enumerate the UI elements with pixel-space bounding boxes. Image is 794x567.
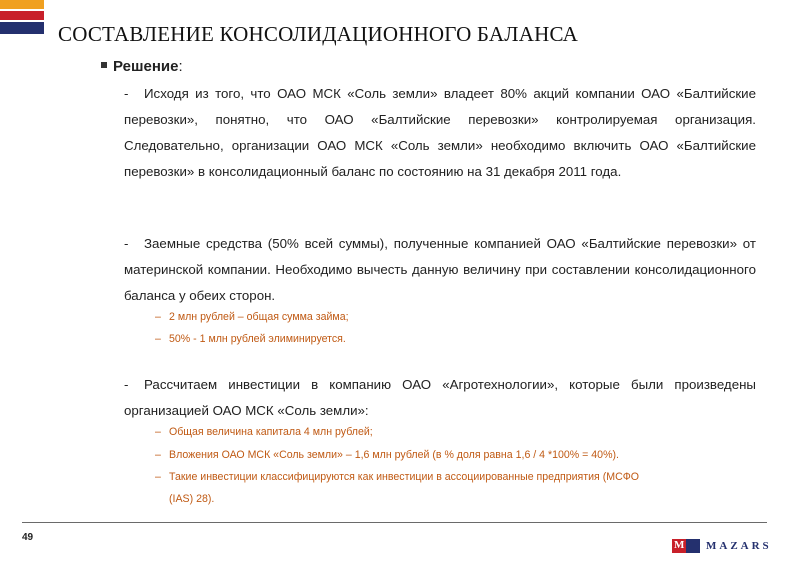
section-label: Решение bbox=[113, 58, 179, 75]
section-colon: : bbox=[178, 58, 183, 75]
mazars-wordmark: MAZARS bbox=[706, 540, 772, 552]
dash-bullet: - bbox=[124, 236, 129, 251]
paragraph-loans bbox=[124, 231, 756, 309]
square-bullet-icon bbox=[101, 62, 107, 68]
stripe-navy bbox=[0, 22, 44, 34]
paragraph-investments bbox=[124, 372, 756, 424]
subitem-classification-cont: (IAS) 28). bbox=[169, 493, 215, 505]
subitem-share: – Вложения ОАО МСК «Соль земли» – 1,6 млн рублей (в % доля равна 1,6 / 4 *100% = 40%). bbox=[155, 449, 619, 461]
stripe-red bbox=[0, 11, 44, 20]
dash-bullet: - bbox=[124, 86, 129, 101]
paragraph-ownership bbox=[124, 81, 756, 185]
paragraph-text: Заемные средства (50% всей суммы), полученные компанией ОАО «Балтийские перевозки» от материнской компании. Необходимо вычесть данную величину при составлении консолидационного баланса у обеих сторон. bbox=[124, 236, 756, 303]
slide-title: СОСТАВЛЕНИЕ КОНСОЛИДАЦИОННОГО БАЛАНСА bbox=[58, 22, 578, 46]
subitem-loan-eliminated: – 50% - 1 млн рублей элиминируется. bbox=[155, 333, 346, 345]
mazars-mark-icon: M bbox=[674, 539, 685, 551]
section-heading bbox=[101, 58, 183, 75]
paragraph-text: Рассчитаем инвестиции в компанию ОАО «Агротехнологии», которые были произведены организацией ОАО МСК «Соль земли»: bbox=[124, 377, 756, 418]
paragraph-text: Исходя из того, что ОАО МСК «Соль земли» владеет 80% акций компании ОАО «Балтийские перевозки», понятно, что ОАО «Балтийские перевозки» контролируемая организация. Следовательно, организации ОАО МСК «Соль земли» необходимо включить ОАО «Балтийские перевозки» в консолидационный баланс по состоянию на 31 декабря 2011 года. bbox=[124, 86, 756, 179]
stripe-orange bbox=[0, 0, 44, 9]
mazars-logo bbox=[672, 538, 772, 554]
mazars-mark-square bbox=[686, 539, 700, 553]
brand-stripes-logo bbox=[0, 0, 44, 36]
subitem-capital: – Общая величина капитала 4 млн рублей; bbox=[155, 426, 373, 438]
page-number: 49 bbox=[22, 532, 34, 543]
subitem-loan-total: – 2 млн рублей – общая сумма займа; bbox=[155, 311, 349, 323]
dash-bullet: - bbox=[124, 377, 129, 392]
footer-divider bbox=[22, 522, 767, 523]
subitem-classification: – Такие инвестиции классифицируются как инвестиции в ассоциированные предприятия (МСФО bbox=[155, 471, 640, 483]
